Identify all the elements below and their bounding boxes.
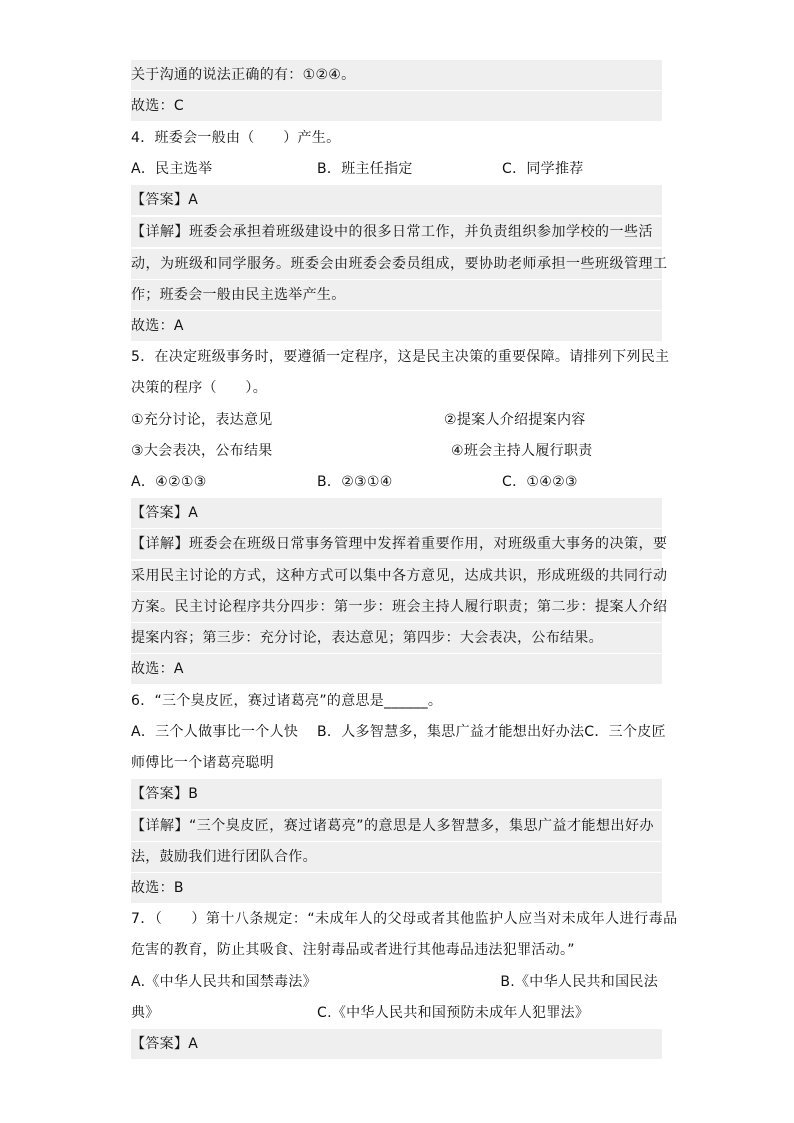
detail-line: 法，鼓励我们进行团队合作。 — [131, 842, 662, 872]
step-1: ①充分讨论，表达意见 — [131, 412, 273, 428]
detail-line: 方案。民主讨论程序共分四步：第一步：班会主持人履行职责；第二步：提案人介绍 — [131, 592, 662, 622]
option-b: B．班主任指定 — [317, 161, 413, 177]
answer-line: 【答案】A — [131, 1029, 662, 1059]
answer-line: 【答案】B — [131, 779, 662, 809]
step-3: ③大会表决，公布结果 — [131, 443, 273, 459]
choice-line: 故选：A — [131, 654, 662, 684]
option-a: A．三个人做事比一个人快 — [131, 724, 299, 740]
option-b: B.《中华人民共和国民法 — [500, 974, 658, 990]
option-c: C．①④②③ — [502, 474, 578, 490]
detail-line: 【详解】班委会承担着班级建设中的很多日常工作，并负责组织参加学校的一些活 — [131, 217, 662, 247]
option-c: C.《中华人民共和国预防未成年人犯罪法》 — [317, 1005, 590, 1021]
choice-line: 故选：A — [131, 311, 662, 341]
question-6-options — [131, 717, 666, 747]
answer-line: 【答案】A — [131, 498, 662, 528]
choice-line: 故选：C — [131, 91, 662, 121]
question-4-stem: 4．班委会一般由（ ）产生。 — [131, 130, 341, 146]
question-6-stem: 6．“三个臭皮匠，赛过诸葛亮”的意思是______。 — [131, 693, 443, 709]
option-b-cont: 典》 — [131, 1005, 160, 1021]
option-a: A．民主选举 — [131, 161, 213, 177]
choice-line: 故选：B — [131, 873, 662, 903]
question-7-options-cont — [131, 998, 662, 1028]
text-line: 关于沟通的说法正确的有：①②④。 — [131, 60, 662, 90]
question-7-options — [131, 967, 662, 997]
detail-line: 作；班委会一般由民主选举产生。 — [131, 280, 662, 310]
detail-line: 提案内容；第三步：充分讨论，表达意见；第四步：大会表决，公布结果。 — [131, 623, 662, 653]
question-5-stem-cont: 决策的程序（ ）。 — [131, 380, 267, 396]
step-2: ②提案人介绍提案内容 — [444, 412, 586, 428]
question-5-steps — [131, 436, 662, 466]
question-6-options-cont: 师傅比一个诸葛亮聪明 — [131, 755, 274, 771]
question-4-options — [131, 154, 662, 184]
option-c: C．同学推荐 — [502, 161, 584, 177]
question-5-steps — [131, 405, 662, 435]
option-b: B．②③①④ — [317, 474, 393, 490]
option-a: A．④②①③ — [131, 474, 207, 490]
option-b-c: B．人多智慧多，集思广益才能想出好办法C．三个皮匠 — [317, 724, 666, 740]
question-7-stem: 7．（ ）第十八条规定：“未成年人的父母或者其他监护人应当对未成年人进行毒品 — [131, 911, 678, 927]
detail-line: 【详解】“三个臭皮匠，赛过诸葛亮”的意思是人多智慧多，集思广益才能想出好办 — [131, 811, 662, 841]
question-5-options — [131, 467, 662, 497]
detail-line: 【详解】班委会在班级日常事务管理中发挥着重要作用，对班级重大事务的决策，要 — [131, 529, 662, 559]
detail-line: 采用民主讨论的方式，这种方式可以集中各方意见，达成共识，形成班级的共同行动 — [131, 561, 662, 591]
answer-line: 【答案】A — [131, 185, 662, 215]
detail-line: 动，为班级和同学服务。班委会由班委会委员组成，要协助老师承担一些班级管理工 — [131, 249, 662, 279]
question-5-stem: 5．在决定班级事务时，要遵循一定程序，这是民主决策的重要保障。请排列下列民主 — [131, 349, 670, 365]
step-4: ④班会主持人履行职责 — [451, 443, 593, 459]
option-a: A.《中华人民共和国禁毒法》 — [131, 974, 317, 990]
question-7-stem-cont: 危害的教育，防止其吸食、注射毒品或者进行其他毒品违法犯罪活动。” — [131, 942, 575, 958]
